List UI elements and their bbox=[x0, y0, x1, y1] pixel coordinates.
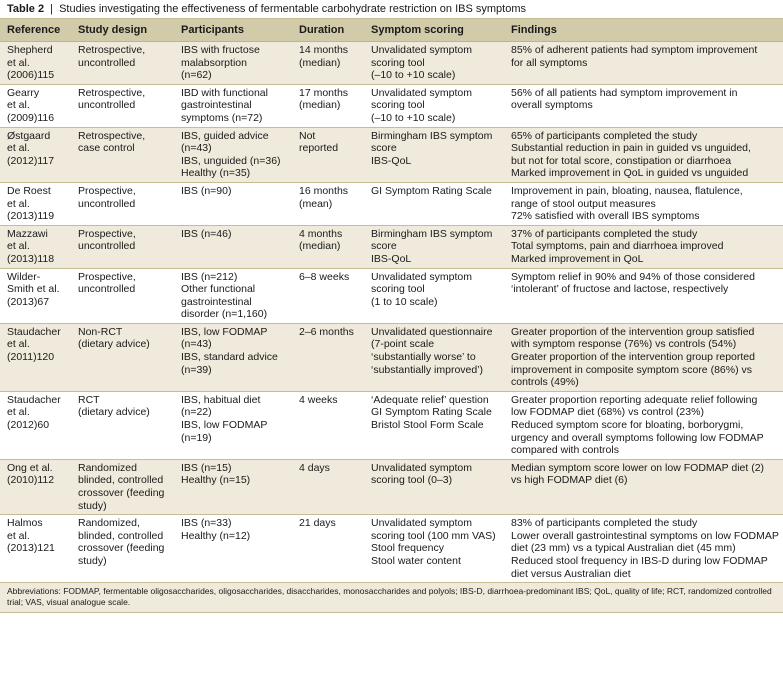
cell-line: blinded, controlled bbox=[78, 474, 164, 487]
cell-line: ‘intolerant’ of fructose and lactose, respectively bbox=[511, 283, 729, 296]
study-design-cell bbox=[71, 323, 174, 391]
cell-line: uncontrolled bbox=[78, 240, 136, 253]
cell-line: gastrointestinal bbox=[181, 295, 252, 308]
cell-line: Non-RCT bbox=[78, 325, 123, 338]
studies-table bbox=[0, 19, 783, 583]
cell-line: 72% satisfied with overall IBS symptoms bbox=[511, 210, 700, 223]
reference-cell bbox=[0, 127, 71, 182]
cell-line: ‘substantially worse’ to bbox=[371, 351, 476, 364]
cell-line: case control bbox=[78, 142, 135, 155]
cell-line: et al. bbox=[7, 56, 30, 69]
cell-line: IBS (n=15) bbox=[181, 461, 232, 474]
table-row bbox=[0, 182, 783, 225]
cell-line: 21 days bbox=[299, 517, 336, 530]
cell-line: Symptom relief in 90% and 94% of those considered bbox=[511, 270, 755, 283]
cell-line: GI Symptom Rating Scale bbox=[371, 406, 492, 419]
cell-line: Healthy (n=35) bbox=[181, 167, 251, 180]
cell-line: crossover (feeding bbox=[78, 487, 165, 499]
cell-line: Prospective, bbox=[78, 184, 136, 197]
cell-line: (n=19) bbox=[181, 431, 212, 444]
reference-cell bbox=[0, 84, 71, 127]
header-duration: Duration bbox=[292, 19, 364, 42]
table-row bbox=[0, 42, 783, 85]
findings-cell bbox=[504, 323, 783, 391]
cell-line: score bbox=[371, 240, 397, 253]
cell-line: et al. bbox=[7, 529, 30, 542]
cell-line: Greater proportion reporting adequate relief following bbox=[511, 393, 758, 406]
cell-line: Bristol Stool Form Scale bbox=[371, 419, 484, 432]
cell-line: IBS-QoL bbox=[371, 252, 412, 265]
cell-line: Total symptoms, pain and diarrhoea improved bbox=[511, 240, 724, 253]
cell-line: uncontrolled bbox=[78, 283, 136, 296]
duration-cell bbox=[292, 84, 364, 127]
cell-line: IBS, unguided (n=36) bbox=[181, 154, 281, 167]
cell-line: (n=22) bbox=[181, 406, 212, 419]
duration-cell bbox=[292, 42, 364, 85]
participants-cell bbox=[174, 182, 292, 225]
cell-line: (7-point scale bbox=[371, 338, 435, 351]
cell-line: Unvalidated symptom bbox=[371, 517, 472, 530]
cell-line: Substantial reduction in pain in guided vs unguided, bbox=[511, 142, 751, 155]
participants-cell bbox=[174, 225, 292, 268]
table-row bbox=[0, 268, 783, 323]
cell-line: IBS, standard advice bbox=[181, 351, 278, 364]
cell-line: IBS (n=212) bbox=[181, 270, 238, 283]
findings-cell bbox=[504, 84, 783, 127]
reference-cell bbox=[0, 391, 71, 459]
cell-line: urgency and overall symptoms following low FODMAP bbox=[511, 431, 764, 444]
cell-line: 65% of participants completed the study bbox=[511, 129, 698, 142]
cell-line: IBS-QoL bbox=[371, 154, 412, 167]
participants-cell bbox=[174, 127, 292, 182]
cell-line: uncontrolled bbox=[78, 99, 136, 112]
cell-line: uncontrolled bbox=[78, 197, 136, 210]
cell-line: 4 weeks bbox=[299, 393, 338, 406]
symptom-scoring-cell bbox=[364, 268, 504, 323]
cell-line: (–10 to +10 scale) bbox=[371, 69, 456, 82]
cell-line: Unvalidated symptom bbox=[371, 86, 472, 99]
cell-line: IBS, low FODMAP bbox=[181, 325, 268, 338]
cell-line: Randomized bbox=[78, 461, 137, 474]
cell-line: vs high FODMAP diet (6) bbox=[511, 474, 628, 487]
cell-line: (1 to 10 scale) bbox=[371, 295, 438, 308]
cell-line: Mazzawi bbox=[7, 227, 48, 240]
cell-line: et al. bbox=[7, 338, 30, 351]
cell-line: Randomized, bbox=[78, 517, 140, 530]
table-row bbox=[0, 225, 783, 268]
cell-line: Stool frequency bbox=[371, 542, 444, 555]
cell-line: study) bbox=[78, 499, 107, 512]
cell-line: (n=62) bbox=[181, 69, 212, 82]
cell-line: De Roest bbox=[7, 184, 51, 197]
cell-line: Shepherd bbox=[7, 44, 53, 56]
cell-line: (2012)60 bbox=[7, 419, 50, 432]
cell-line: Retrospective, bbox=[78, 44, 146, 56]
cell-line: (n=39) bbox=[181, 363, 212, 376]
findings-cell bbox=[504, 42, 783, 85]
header-study-design: Study design bbox=[71, 19, 174, 42]
cell-line: (dietary advice) bbox=[78, 338, 150, 351]
cell-line: (n=43) bbox=[181, 142, 212, 155]
table-label: Table 2 bbox=[7, 3, 45, 15]
cell-line: Staudacher bbox=[7, 325, 61, 338]
cell-line: (2012)117 bbox=[7, 154, 55, 167]
cell-line: Unvalidated symptom bbox=[371, 44, 472, 56]
table-row bbox=[0, 84, 783, 127]
findings-cell bbox=[504, 127, 783, 182]
findings-cell bbox=[504, 391, 783, 459]
findings-cell bbox=[504, 459, 783, 514]
study-design-cell bbox=[71, 225, 174, 268]
cell-line: overall symptoms bbox=[511, 99, 593, 112]
duration-cell bbox=[292, 268, 364, 323]
cell-line: IBS with fructose bbox=[181, 44, 260, 56]
cell-line: Median symptom score lower on low FODMAP diet (2) bbox=[511, 461, 765, 474]
cell-line: Stool water content bbox=[371, 554, 461, 567]
symptom-scoring-cell bbox=[364, 42, 504, 85]
reference-cell bbox=[0, 459, 71, 514]
cell-line: Østgaard bbox=[7, 129, 51, 142]
cell-line: Retrospective, bbox=[78, 129, 146, 142]
cell-line: Not bbox=[299, 129, 316, 142]
cell-line: (2013)118 bbox=[7, 252, 55, 265]
reference-cell bbox=[0, 268, 71, 323]
reference-cell bbox=[0, 323, 71, 391]
cell-line: (n=43) bbox=[181, 338, 212, 351]
table-row bbox=[0, 459, 783, 514]
symptom-scoring-cell bbox=[364, 323, 504, 391]
cell-line: (2011)120 bbox=[7, 351, 55, 364]
table-row bbox=[0, 323, 783, 391]
symptom-scoring-cell bbox=[364, 225, 504, 268]
cell-line: Unvalidated symptom bbox=[371, 270, 472, 283]
cell-line: Halmos bbox=[7, 517, 43, 530]
cell-line: (2009)116 bbox=[7, 111, 55, 124]
cell-line: 85% of adherent patients had symptom improvement bbox=[511, 44, 758, 56]
cell-line: blinded, controlled bbox=[78, 529, 164, 542]
cell-line: (2010)112 bbox=[7, 474, 55, 487]
cell-line: Other functional bbox=[181, 283, 256, 296]
study-design-cell bbox=[71, 42, 174, 85]
cell-line: ‘Adequate relief’ question bbox=[371, 393, 489, 406]
findings-cell bbox=[504, 515, 783, 583]
header-reference: Reference bbox=[0, 19, 71, 42]
header-participants: Participants bbox=[174, 19, 292, 42]
participants-cell bbox=[174, 268, 292, 323]
cell-line: (2013)67 bbox=[7, 295, 50, 308]
cell-line: Wilder- bbox=[7, 270, 41, 283]
duration-cell bbox=[292, 459, 364, 514]
header-row bbox=[0, 19, 783, 42]
cell-line: Lower overall gastrointestinal symptoms on low FODMAP bbox=[511, 529, 779, 542]
cell-line: 4 days bbox=[299, 461, 330, 474]
cell-line: et al. bbox=[7, 406, 30, 419]
cell-line: but not for total score, constipation or diarrhoea bbox=[511, 154, 732, 167]
cell-line: (mean) bbox=[299, 197, 333, 210]
symptom-scoring-cell bbox=[364, 459, 504, 514]
cell-line: IBS (n=33) bbox=[181, 517, 232, 530]
study-design-cell bbox=[71, 391, 174, 459]
cell-line: (–10 to +10 scale) bbox=[371, 111, 456, 124]
table-row bbox=[0, 515, 783, 583]
participants-cell bbox=[174, 84, 292, 127]
cell-line: low FODMAP diet (68%) vs control (23%) bbox=[511, 406, 704, 419]
cell-line: Smith et al. bbox=[7, 283, 60, 296]
cell-line: 2–6 months bbox=[299, 325, 354, 338]
header-findings: Findings bbox=[504, 19, 783, 42]
cell-line: Reduced stool frequency in IBS-D during low FODMAP bbox=[511, 554, 768, 567]
cell-line: RCT bbox=[78, 393, 100, 406]
cell-line: Birmingham IBS symptom bbox=[371, 129, 493, 142]
cell-line: Greater proportion of the intervention group reported bbox=[511, 351, 755, 364]
cell-line: crossover (feeding bbox=[78, 542, 165, 555]
cell-line: controls (49%) bbox=[511, 376, 579, 389]
symptom-scoring-cell bbox=[364, 515, 504, 583]
study-design-cell bbox=[71, 515, 174, 583]
study-design-cell bbox=[71, 459, 174, 514]
cell-line: IBS (n=90) bbox=[181, 184, 232, 197]
cell-line: 14 months bbox=[299, 44, 349, 56]
cell-line: 17 months bbox=[299, 86, 349, 99]
cell-line: scoring tool bbox=[371, 99, 425, 112]
cell-line: Unvalidated symptom bbox=[371, 461, 472, 474]
cell-line: compared with controls bbox=[511, 444, 619, 457]
participants-cell bbox=[174, 515, 292, 583]
duration-cell bbox=[292, 127, 364, 182]
table-caption bbox=[0, 0, 783, 19]
cell-line: 56% of all patients had symptom improvement in bbox=[511, 86, 738, 99]
cell-line: IBD with functional bbox=[181, 86, 268, 99]
cell-line: Unvalidated questionnaire bbox=[371, 325, 493, 338]
duration-cell bbox=[292, 182, 364, 225]
cell-line: Ong et al. bbox=[7, 461, 53, 474]
caption-separator: | bbox=[50, 3, 54, 15]
cell-line: range of stool output measures bbox=[511, 197, 656, 210]
cell-line: Gearry bbox=[7, 86, 40, 99]
header-symptom-scoring: Symptom scoring bbox=[364, 19, 504, 42]
cell-line: Healthy (n=15) bbox=[181, 474, 251, 487]
table-row bbox=[0, 127, 783, 182]
findings-cell bbox=[504, 225, 783, 268]
symptom-scoring-cell bbox=[364, 127, 504, 182]
cell-line: et al. bbox=[7, 197, 30, 210]
cell-line: scoring tool bbox=[371, 283, 425, 296]
cell-line: IBS, guided advice bbox=[181, 129, 269, 142]
cell-line: Healthy (n=12) bbox=[181, 529, 251, 542]
study-design-cell bbox=[71, 268, 174, 323]
study-design-cell bbox=[71, 84, 174, 127]
cell-line: score bbox=[371, 142, 397, 155]
cell-line: 6–8 weeks bbox=[299, 270, 350, 283]
findings-cell bbox=[504, 268, 783, 323]
cell-line: ‘substantially improved’) bbox=[371, 363, 484, 376]
cell-line: (median) bbox=[299, 99, 341, 112]
cell-line: IBS, low FODMAP bbox=[181, 419, 268, 432]
abbreviations-footnote: Abbreviations: FODMAP, fermentable oligosaccharides, oligosaccharides, disaccharides, monosaccharides and polyols; IBS-D, diarrhoea-predominant IBS; QoL, quality of life; RCT, randomized controlled trial; VAS, visual analogue scale. bbox=[0, 583, 783, 613]
participants-cell bbox=[174, 323, 292, 391]
duration-cell bbox=[292, 391, 364, 459]
cell-line: gastrointestinal bbox=[181, 99, 252, 112]
cell-line: et al. bbox=[7, 240, 30, 253]
participants-cell bbox=[174, 391, 292, 459]
cell-line: (2013)119 bbox=[7, 210, 55, 223]
cell-line: 4 months bbox=[299, 227, 343, 240]
cell-line: diet (23 mm) vs a typical Australian diet (45 mm) bbox=[511, 542, 736, 555]
reference-cell bbox=[0, 182, 71, 225]
cell-line: 16 months bbox=[299, 184, 349, 197]
cell-line: scoring tool bbox=[371, 56, 425, 69]
cell-line: scoring tool (0–3) bbox=[371, 474, 453, 487]
cell-line: improvement in composite symptom score (86%) vs bbox=[511, 363, 752, 376]
cell-line: Marked improvement in QoL bbox=[511, 252, 644, 265]
cell-line: diet versus Australian diet bbox=[511, 567, 631, 580]
table-row bbox=[0, 391, 783, 459]
cell-line: (median) bbox=[299, 240, 341, 253]
table-body bbox=[0, 42, 783, 583]
duration-cell bbox=[292, 515, 364, 583]
cell-line: (2006)115 bbox=[7, 69, 55, 82]
reference-cell bbox=[0, 225, 71, 268]
cell-line: IBS (n=46) bbox=[181, 227, 232, 240]
cell-line: 37% of participants completed the study bbox=[511, 227, 698, 240]
participants-cell bbox=[174, 459, 292, 514]
cell-line: GI Symptom Rating Scale bbox=[371, 184, 492, 197]
duration-cell bbox=[292, 323, 364, 391]
cell-line: Improvement in pain, bloating, nausea, flatulence, bbox=[511, 184, 743, 197]
cell-line: (2013)121 bbox=[7, 542, 55, 555]
cell-line: Reduced symptom score for bloating, borborygmi, bbox=[511, 419, 744, 432]
findings-cell bbox=[504, 182, 783, 225]
symptom-scoring-cell bbox=[364, 84, 504, 127]
cell-line: (median) bbox=[299, 56, 341, 69]
cell-line: (dietary advice) bbox=[78, 406, 150, 419]
cell-line: Greater proportion of the intervention group satisfied bbox=[511, 325, 755, 338]
cell-line: symptoms (n=72) bbox=[181, 111, 263, 124]
reference-cell bbox=[0, 515, 71, 583]
cell-line: et al. bbox=[7, 99, 30, 112]
cell-line: reported bbox=[299, 142, 339, 155]
cell-line: Staudacher bbox=[7, 393, 61, 406]
cell-line: with symptom response (76%) vs controls (54%) bbox=[511, 338, 737, 351]
duration-cell bbox=[292, 225, 364, 268]
cell-line: 83% of participants completed the study bbox=[511, 517, 698, 530]
cell-line: scoring tool (100 mm VAS) bbox=[371, 529, 496, 542]
symptom-scoring-cell bbox=[364, 182, 504, 225]
table-title: Studies investigating the effectiveness of fermentable carbohydrate restriction on IBS symptoms bbox=[59, 3, 527, 15]
cell-line: study) bbox=[78, 554, 107, 567]
cell-line: Marked improvement in QoL in guided vs unguided bbox=[511, 167, 749, 180]
study-design-cell bbox=[71, 127, 174, 182]
cell-line: for all symptoms bbox=[511, 56, 588, 69]
participants-cell bbox=[174, 42, 292, 85]
cell-line: disorder (n=1,160) bbox=[181, 308, 268, 321]
cell-line: malabsorption bbox=[181, 56, 247, 69]
cell-line: et al. bbox=[7, 142, 30, 155]
cell-line: Prospective, bbox=[78, 227, 136, 240]
cell-line: uncontrolled bbox=[78, 56, 136, 69]
cell-line: Birmingham IBS symptom bbox=[371, 227, 493, 240]
reference-cell bbox=[0, 42, 71, 85]
study-design-cell bbox=[71, 182, 174, 225]
cell-line: Retrospective, bbox=[78, 86, 146, 99]
cell-line: IBS, habitual diet bbox=[181, 393, 261, 406]
cell-line: Prospective, bbox=[78, 270, 136, 283]
symptom-scoring-cell bbox=[364, 391, 504, 459]
